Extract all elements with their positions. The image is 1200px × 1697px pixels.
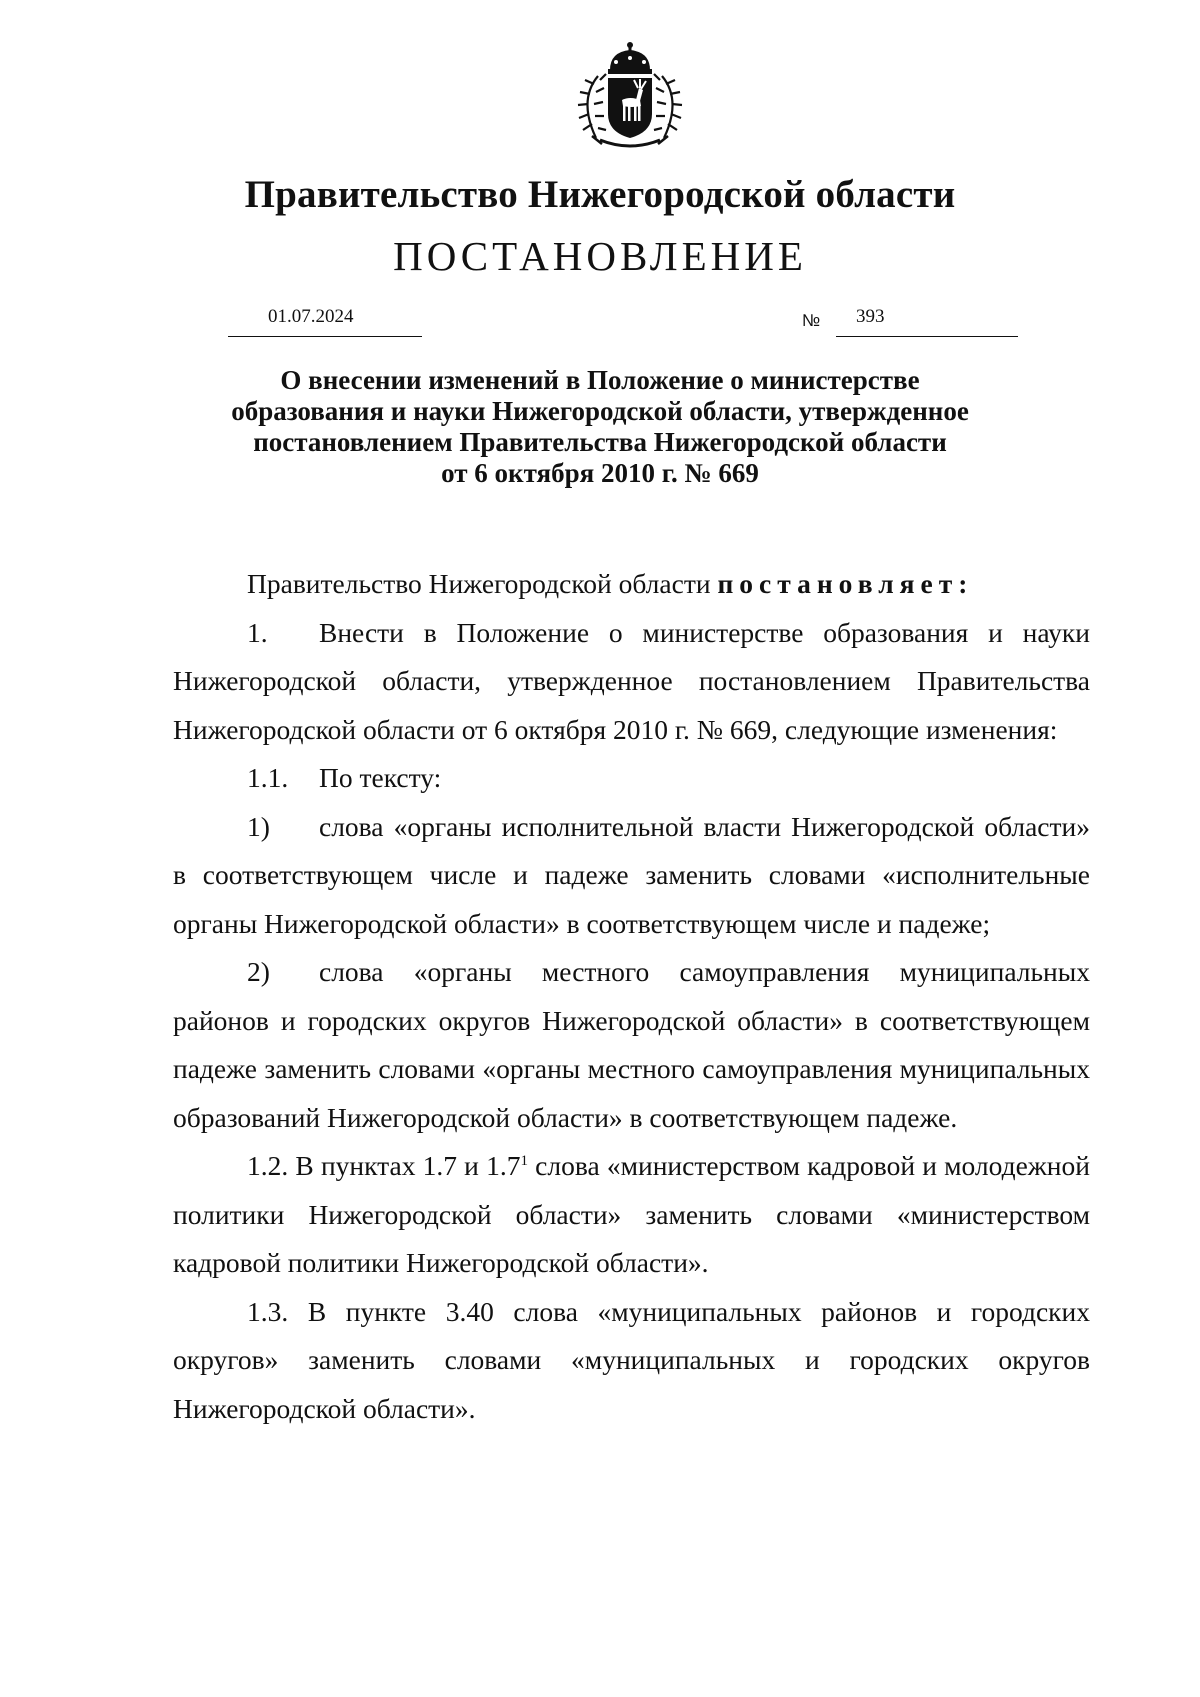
ribbon-icon (600, 140, 660, 146)
subject-line: постановлением Правительства Нижегородской области (253, 427, 947, 457)
item-1-2 (173, 1142, 1090, 1288)
item-text: слова «органы местного самоуправления муниципальных районов и городских округов Нижегородской области» в соответствующем падеже заменить словами «органы местного самоуправления муниципальных образований Нижегородской области» в соответствующем падеже. (173, 956, 1090, 1133)
item-text-rest: слова «министерством кадровой и молодежной политики Нижегородской области» заменить словами «министерством кадровой политики Нижегородской области». (173, 1150, 1090, 1278)
preamble-action: постановляет: (717, 568, 974, 599)
item-text: 1.3. В пункте 3.40 слова «муниципальных районов и городских округов» заменить словами «муниципальных и городских округов Нижегородской области». (173, 1295, 1090, 1424)
wreath-right-icon (654, 74, 682, 138)
subject-line: от 6 октября 2010 г. № 669 (441, 458, 759, 488)
item-1-1 (173, 754, 1090, 803)
subitem-1 (173, 803, 1090, 949)
government-title: Правительство Нижегородской области (244, 173, 956, 216)
item-number: 1. (247, 616, 268, 648)
item-1 (173, 609, 1090, 755)
item-text: слова «органы исполнительной власти Нижегородской области» в соответствующем числе и падеже заменить словами «исполнительные органы Нижегородской области» в соответствующем числе и падеже; (173, 810, 1090, 939)
item-number: 2) (247, 956, 270, 987)
item-text-start: 1.2. В пунктах 1.7 и 1.7 (247, 1150, 521, 1181)
item-number: 1) (247, 810, 270, 842)
preamble (173, 560, 1090, 609)
item-1-3 (173, 1288, 1090, 1434)
item-text: По тексту: (319, 762, 442, 793)
crown-icon (608, 42, 652, 74)
date-field (228, 306, 422, 337)
document-date: 01.07.2024 (268, 306, 354, 327)
document-body (173, 560, 1090, 1433)
number-field (836, 306, 1018, 337)
number-sign: № (802, 311, 821, 330)
item-text: Внести в Положение о министерстве образования и науки Нижегородской области, утвержденное постановлением Правительства Нижегородской области от 6 октября 2010 г. № 669, следующие изменения: (173, 616, 1090, 745)
preamble-text: Правительство Нижегородской области (247, 568, 711, 599)
wreath-left-icon (578, 74, 606, 138)
subitem-2 (173, 948, 1090, 1142)
subject-line: образования и науки Нижегородской области, утвержденное (231, 396, 969, 426)
document-type: ПОСТАНОВЛЕНИЕ (393, 233, 807, 279)
document-subject (0, 365, 1200, 489)
superscript: 1 (520, 1153, 528, 1169)
document-number: 393 (856, 306, 885, 327)
subject-line: О внесении изменений в Положение о министерстве (280, 365, 920, 395)
item-number: 1.1. (247, 762, 289, 793)
coat-of-arms-emblem (570, 40, 690, 152)
